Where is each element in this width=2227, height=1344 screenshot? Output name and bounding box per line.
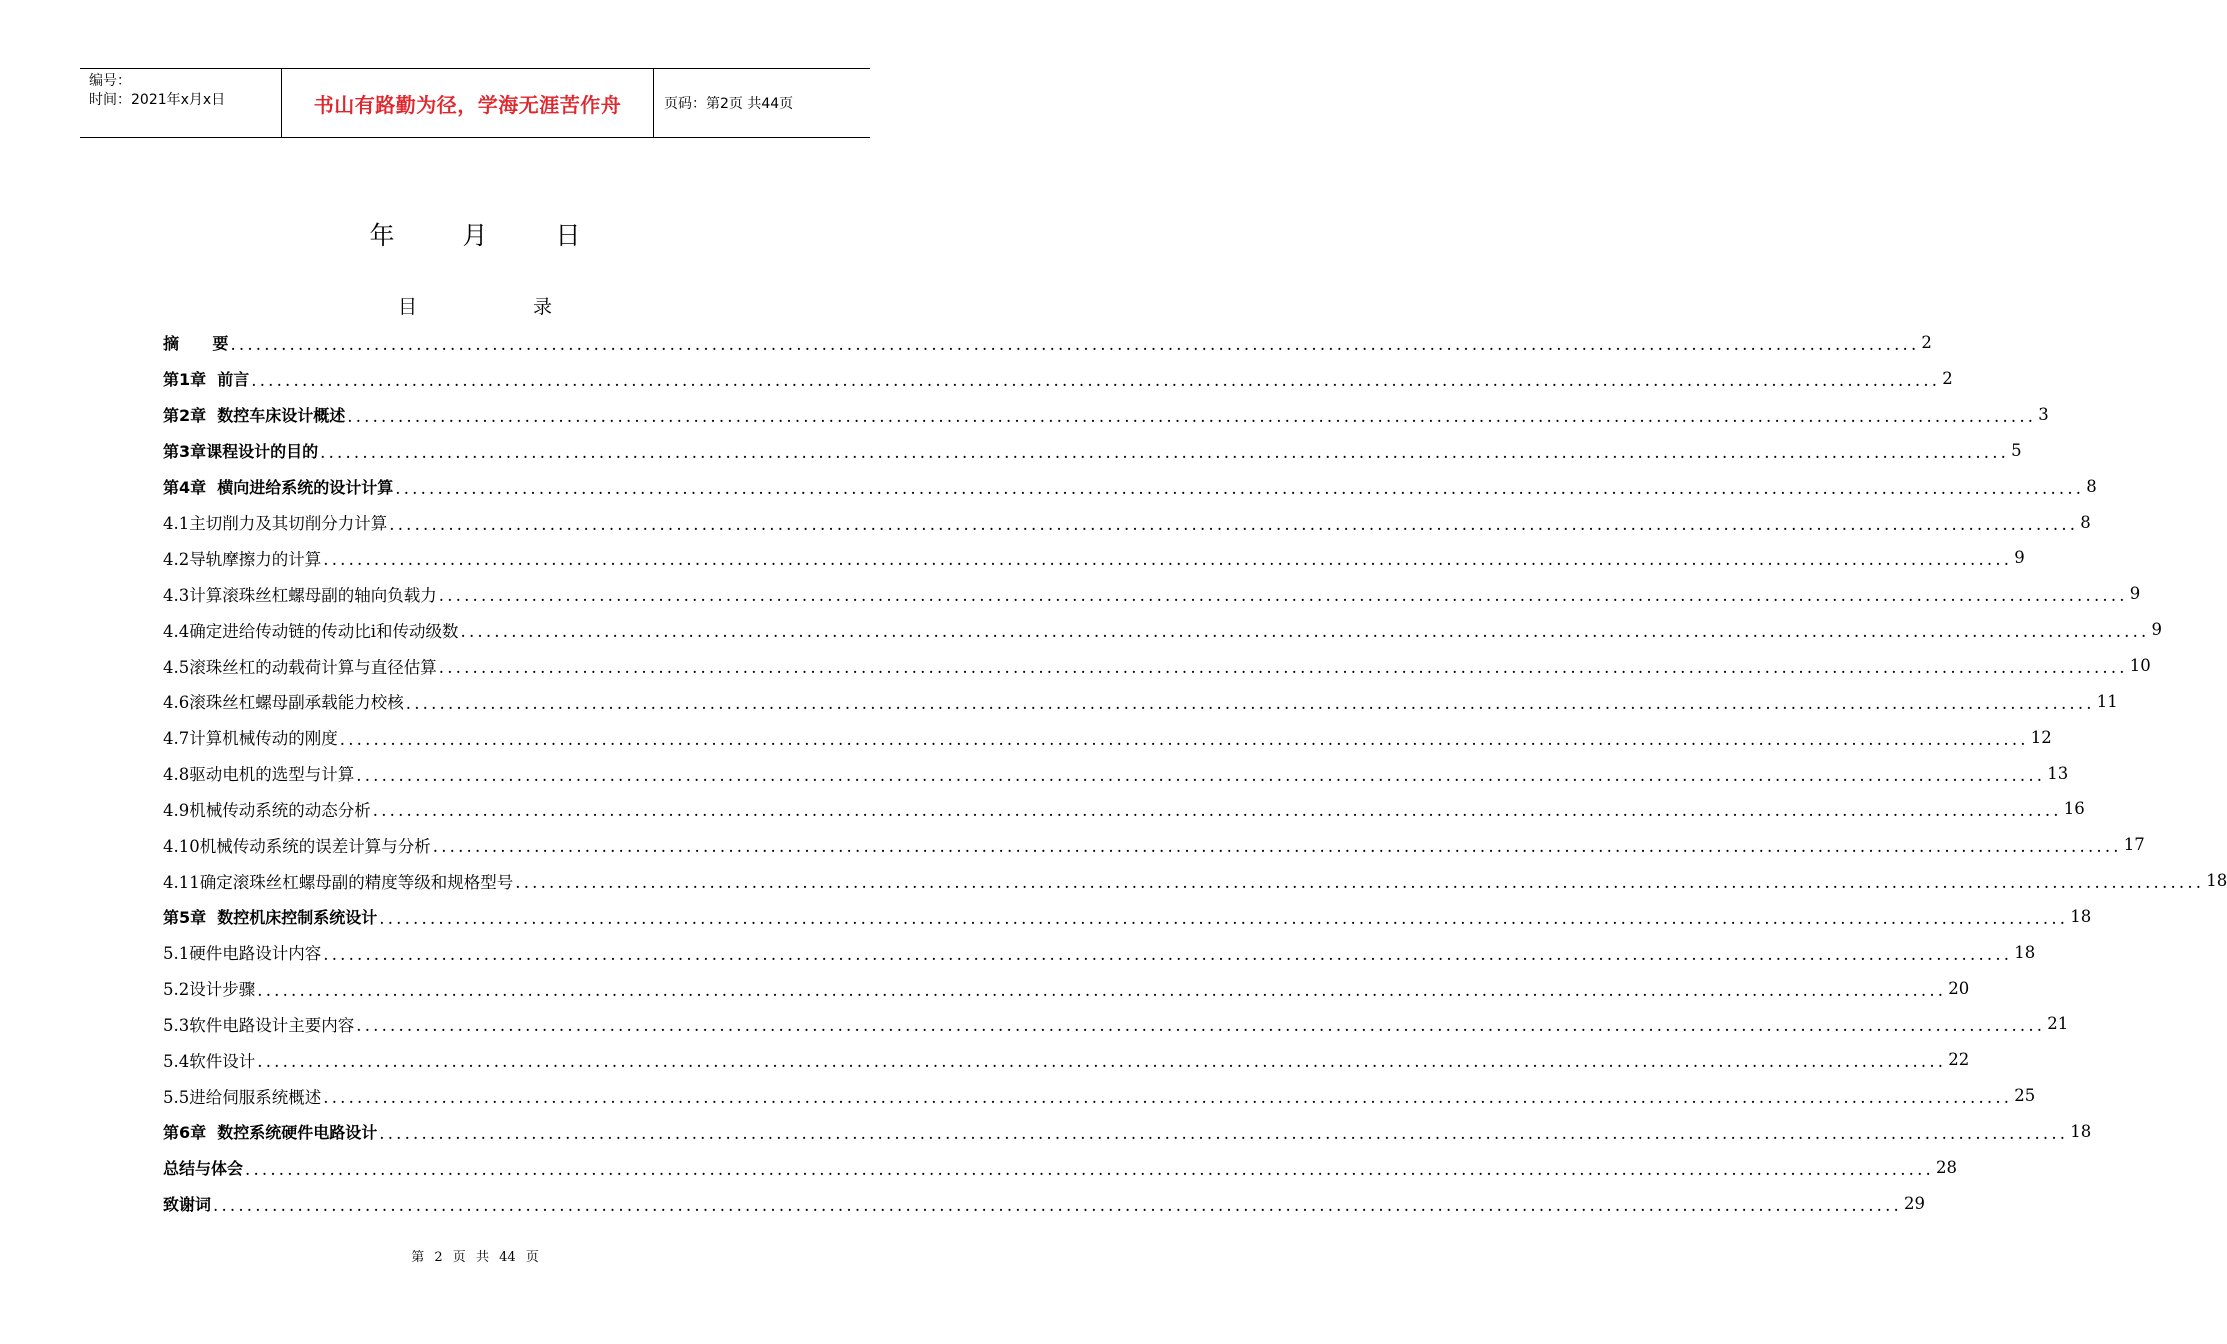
toc-entry-label: 4.5滚珠丝杠的动载荷计算与直径估算: [163, 657, 437, 677]
toc-entry-page: 18: [2206, 871, 2227, 891]
toc-entry-label: 4.1主切削力及其切削分力计算: [163, 514, 388, 534]
toc-entry-page: 18: [2070, 1121, 2092, 1141]
toc-entry[interactable]: [163, 791, 2085, 827]
toc-leader-dots: ........................................................................................................................................................................................................: [323, 944, 2013, 964]
toc-entry-label: 4.4确定进给传动链的传动比i和传动级数: [163, 621, 459, 641]
toc-entry-page: 22: [1948, 1050, 1970, 1070]
page-footer: [0, 1246, 950, 1265]
toc-entry[interactable]: [163, 1006, 2069, 1042]
toc-leader-dots: ........................................................................................................................................................................................................: [323, 1088, 2013, 1108]
toc-entry-label: 4.2导轨摩擦力的计算: [163, 549, 322, 569]
toc-entry[interactable]: [163, 504, 2091, 540]
toc-entry-page: 25: [2014, 1086, 2036, 1106]
toc-title-char-2: 录: [533, 296, 553, 318]
toc-leader-dots: ........................................................................................................................................................................................................: [347, 407, 2037, 427]
date-year: 年: [369, 221, 395, 250]
toc-leader-dots: ........................................................................................................................................................................................................: [405, 693, 2095, 713]
footer-di: 第: [411, 1250, 425, 1265]
toc-entry[interactable]: [163, 863, 2227, 899]
toc-entry[interactable]: [163, 1185, 1925, 1221]
toc-entry-label: 5.2设计步骤: [163, 980, 256, 1000]
toc-entry-page: 11: [2096, 691, 2118, 711]
toc-entry-page: 28: [1936, 1157, 1957, 1177]
footer-total: 44: [499, 1250, 516, 1265]
toc-leader-dots: ........................................................................................................................................................................................................: [257, 1052, 1947, 1072]
date-line: [0, 216, 950, 252]
toc-leader-dots: ........................................................................................................................................................................................................: [356, 765, 2046, 785]
toc-entry-label: 第2章 数控车床设计概述: [163, 406, 346, 426]
date-month: 月: [462, 221, 488, 250]
toc-entry[interactable]: [163, 648, 2151, 684]
toc-title: [0, 292, 950, 319]
header-page-info: 页码：第2页 共44页: [664, 96, 794, 112]
toc-entry-label: 5.4软件设计: [163, 1051, 256, 1071]
toc-entry-label: 5.3软件电路设计主要内容: [163, 1015, 355, 1035]
toc-entry[interactable]: [163, 1114, 2092, 1150]
toc-entry-label: 4.10机械传动系统的误差计算与分析: [163, 836, 431, 856]
toc-entry-label: 第4章 横向进给系统的设计计算: [163, 477, 394, 497]
toc-title-char-1: 目: [397, 296, 417, 318]
toc-entry[interactable]: [163, 755, 2069, 791]
footer-page-num: 2: [434, 1250, 443, 1265]
toc-leader-dots: ........................................................................................................................................................................................................: [213, 1195, 1902, 1215]
toc-leader-dots: ........................................................................................................................................................................................................: [432, 837, 2122, 857]
toc-entry-page: 29: [1904, 1193, 1925, 1213]
toc-entry-page: 9: [2151, 620, 2163, 640]
toc-leader-dots: ........................................................................................................................................................................................................: [438, 586, 2128, 606]
toc-entry[interactable]: [163, 934, 2036, 970]
toc-entry[interactable]: [163, 719, 2052, 755]
toc-entry-label: 致谢词: [163, 1194, 212, 1214]
toc-entry-page: 3: [2038, 405, 2049, 425]
toc-leader-dots: ........................................................................................................................................................................................................: [339, 729, 2029, 749]
toc-entry[interactable]: [163, 1042, 1970, 1078]
toc-entry-label: 4.8驱动电机的选型与计算: [163, 765, 355, 785]
toc-entry-page: 12: [2030, 727, 2052, 747]
toc-entry-page: 8: [2086, 476, 2097, 496]
toc-leader-dots: ........................................................................................................................................................................................................: [257, 980, 1947, 1000]
toc-entry-page: 9: [2129, 584, 2141, 604]
toc-leader-dots: ........................................................................................................................................................................................................: [323, 550, 2013, 570]
toc-entry-page: 9: [2014, 548, 2025, 568]
toc-entry[interactable]: [163, 325, 1932, 361]
toc-entry[interactable]: [163, 468, 2097, 504]
toc-entry-label: 第5章 数控机床控制系统设计: [163, 907, 378, 927]
toc-entry-label: 4.9机械传动系统的动态分析: [163, 800, 371, 820]
toc-entry-label: 总结与体会: [163, 1158, 244, 1178]
toc-leader-dots: ........................................................................................................................................................................................................: [320, 442, 2010, 462]
toc-entry-page: 5: [2011, 440, 2022, 460]
toc-leader-dots: ........................................................................................................................................................................................................: [245, 1159, 1934, 1179]
table-of-contents: [163, 325, 2227, 1221]
toc-entry[interactable]: [163, 683, 2118, 719]
toc-leader-dots: ........................................................................................................................................................................................................: [251, 371, 1941, 391]
toc-entry-page: 13: [2047, 763, 2069, 783]
toc-entry[interactable]: [163, 1149, 1957, 1185]
toc-entry[interactable]: [163, 397, 2049, 433]
toc-entry-page: 8: [2080, 512, 2091, 532]
toc-leader-dots: ........................................................................................................................................................................................................: [230, 335, 1920, 355]
toc-entry-page: 21: [2047, 1014, 2069, 1034]
toc-entry-label: 第1章 前言: [163, 370, 250, 390]
footer-gong: 共: [475, 1250, 489, 1265]
toc-leader-dots: ........................................................................................................................................................................................................: [379, 1123, 2069, 1143]
toc-entry[interactable]: [163, 576, 2141, 612]
toc-leader-dots: ........................................................................................................................................................................................................: [372, 801, 2062, 821]
toc-entry-page: 20: [1948, 978, 1970, 998]
toc-entry[interactable]: [163, 970, 1970, 1006]
toc-leader-dots: ........................................................................................................................................................................................................: [438, 658, 2128, 678]
toc-leader-dots: ........................................................................................................................................................................................................: [460, 622, 2150, 642]
toc-entry-label: 第3章课程设计的目的: [163, 441, 319, 461]
header-slogan-cell: [282, 69, 654, 137]
footer-ye-2: 页: [525, 1250, 539, 1265]
toc-entry[interactable]: [163, 361, 1953, 397]
toc-entry-page: 10: [2129, 656, 2151, 676]
toc-entry-label: 5.1硬件电路设计内容: [163, 944, 322, 964]
toc-leader-dots: ........................................................................................................................................................................................................: [356, 1016, 2046, 1036]
page-header: [80, 68, 870, 138]
toc-entry-page: 16: [2063, 799, 2085, 819]
toc-leader-dots: ........................................................................................................................................................................................................: [379, 908, 2069, 928]
toc-entry-label: 摘 要: [163, 334, 229, 354]
toc-entry-label: 5.5进给伺服系统概述: [163, 1087, 322, 1107]
toc-entry[interactable]: [163, 1078, 2036, 1114]
toc-entry[interactable]: [163, 899, 2092, 935]
footer-ye: 页: [452, 1250, 466, 1265]
header-time: 时间：2021年x月x日: [89, 92, 226, 108]
header-slogan: 书山有路勤为径，学海无涯苦作舟: [313, 92, 622, 117]
toc-entry-label: 4.11确定滚珠丝杠螺母副的精度等级和规格型号: [163, 872, 514, 892]
toc-entry-page: 18: [2070, 906, 2092, 926]
toc-entry-label: 4.6滚珠丝杠螺母副承载能力校核: [163, 693, 404, 713]
date-day: 日: [555, 221, 581, 250]
toc-entry-page: 2: [1921, 333, 1932, 353]
toc-leader-dots: ........................................................................................................................................................................................................: [389, 514, 2079, 534]
toc-entry[interactable]: [163, 540, 2025, 576]
toc-entry-page: 2: [1942, 369, 1953, 389]
toc-entry-label: 4.3计算滚珠丝杠螺母副的轴向负载力: [163, 585, 437, 605]
toc-entry-label: 第6章 数控系统硬件电路设计: [163, 1122, 378, 1142]
header-number: 编号：: [89, 73, 131, 89]
toc-entry[interactable]: [163, 433, 2022, 469]
toc-entry-label: 4.7计算机械传动的刚度: [163, 729, 338, 749]
toc-leader-dots: ........................................................................................................................................................................................................: [395, 478, 2085, 498]
toc-leader-dots: ........................................................................................................................................................................................................: [515, 873, 2205, 893]
toc-entry-page: 18: [2014, 942, 2036, 962]
toc-entry[interactable]: [163, 827, 2145, 863]
toc-entry[interactable]: [163, 612, 2163, 648]
header-meta: [80, 69, 282, 137]
toc-entry-page: 17: [2123, 835, 2145, 855]
